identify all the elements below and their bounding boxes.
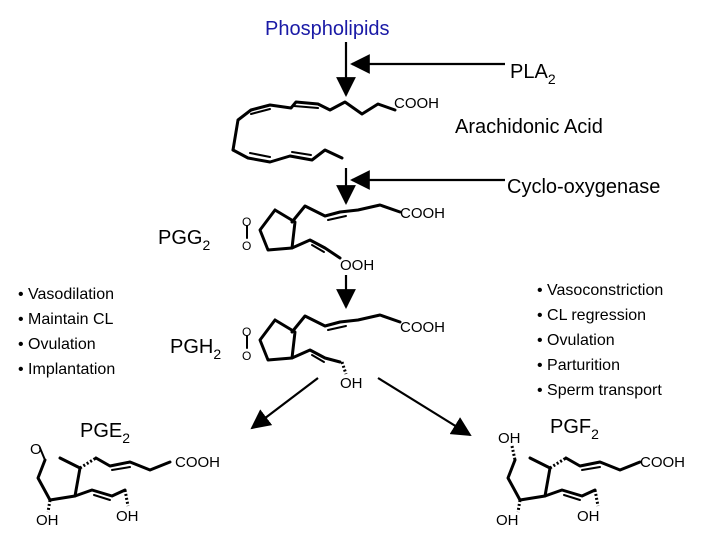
- pge2-effect-1: • Maintain CL: [18, 311, 114, 328]
- pla2-label: $PLA_2$: [510, 61, 556, 87]
- pge2-effect-3: • Implantation: [18, 361, 116, 378]
- arachidonic-acid-label: Arachidonic Acid: [455, 116, 603, 138]
- pgf2-effect-1: • CL regression: [537, 307, 647, 324]
- pgf2-effect-3: • Parturition: [537, 357, 620, 374]
- pgh2-o-top: O: [242, 325, 252, 339]
- pge2-o-label: O: [30, 441, 42, 458]
- pgf2-oh-chain-label: OH: [577, 508, 600, 525]
- pge2-effects-list: [18, 286, 115, 378]
- pgh2-cooh-label: COOH: [400, 319, 445, 336]
- arrow-pgh2-to-pge2: [252, 378, 318, 428]
- pgg2-ooh-label: OOH: [340, 257, 375, 274]
- aa-cooh-label: COOH: [394, 95, 439, 112]
- cyclooxygenase-label: Cyclo-oxygenase: [507, 176, 661, 198]
- pge2-effect-2: • Ovulation: [18, 336, 96, 353]
- pgf2-label: $PGF_2$: [550, 416, 599, 442]
- arrow-pgh2-to-pgf2: [378, 378, 470, 435]
- pgf2-structure: [508, 446, 640, 512]
- pgg2-label: $PGG_2$: [158, 227, 211, 253]
- pgf2-effects-list: [537, 282, 663, 399]
- pgg2-o-bottom: O: [242, 239, 252, 253]
- pge2-effect-0: • Vasodilation: [18, 286, 115, 303]
- pge2-cooh-label: COOH: [175, 454, 220, 471]
- pge2-oh-chain-label: OH: [116, 508, 139, 525]
- pgf2-oh-top-label: OH: [498, 430, 521, 447]
- pgg2-structure: [247, 205, 400, 258]
- pgh2-o-bottom: O: [242, 349, 252, 363]
- pgf2-effect-2: • Ovulation: [537, 332, 615, 349]
- arachidonic-acid-structure: [233, 102, 395, 162]
- pgf2-effect-4: • Sperm transport: [537, 382, 662, 399]
- pgf2-cooh-label: COOH: [640, 454, 685, 471]
- pgh2-oh-label: OH: [340, 375, 363, 392]
- pgg2-cooh-label: COOH: [400, 205, 445, 222]
- pgf2-oh-ring-label: OH: [496, 512, 519, 529]
- phospholipids-label: Phospholipids: [265, 18, 390, 40]
- pgf2-effect-0: • Vasoconstriction: [537, 282, 664, 299]
- pgg2-o-top: O: [242, 215, 252, 229]
- pgh2-structure: [247, 315, 400, 374]
- pgh2-label: $PGH_2$: [170, 336, 222, 362]
- pge2-label: $PGE_2$: [80, 420, 131, 446]
- pge2-structure: [38, 448, 170, 512]
- pge2-oh-ring-label: OH: [36, 512, 59, 529]
